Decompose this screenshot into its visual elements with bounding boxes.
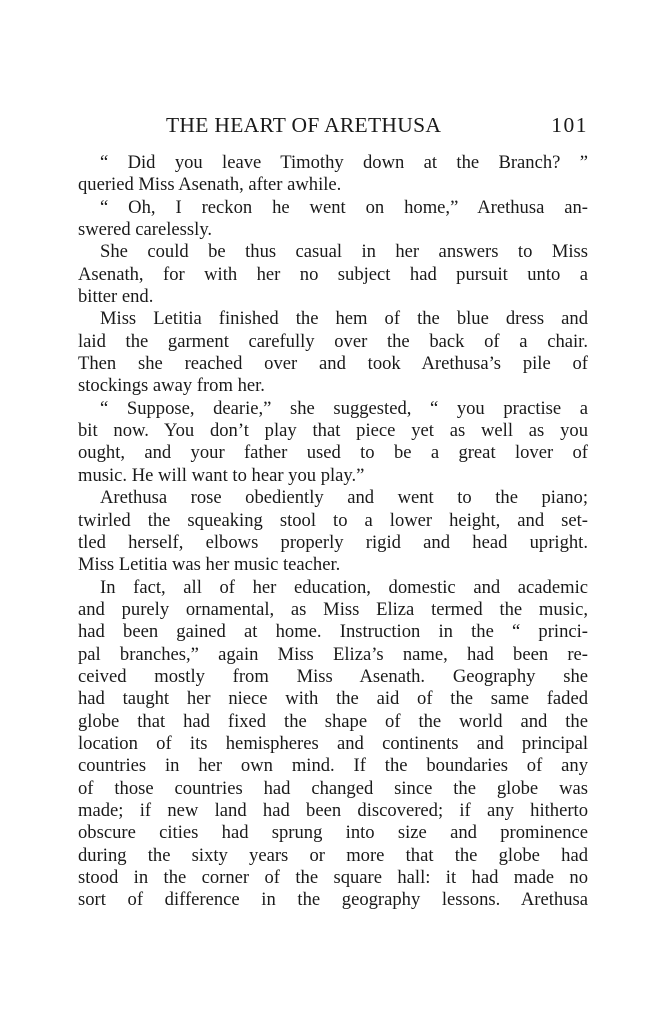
text-line: and purely ornamental, as Miss Eliza termed the music, — [78, 598, 588, 620]
text-line: had taught her niece with the aid of the same faded — [78, 688, 588, 710]
text-line: Miss Letitia was her music teacher. — [78, 554, 341, 576]
text-line: In fact, all of her education, domestic and academic — [100, 576, 588, 598]
text-line: stockings away from her. — [78, 375, 265, 397]
text-line: during the sixty years or more that the globe had — [78, 844, 588, 866]
text-line: Arethusa rose obediently and went to the piano; — [100, 487, 588, 509]
body-text — [78, 152, 588, 912]
text-line: ceived mostly from Miss Asenath. Geography she — [78, 665, 588, 687]
text-line: “ Suppose, dearie,” she suggested, “ you practise a — [100, 397, 588, 419]
text-line: pal branches,” again Miss Eliza’s name, had been re- — [78, 643, 588, 665]
text-line: Miss Letitia finished the hem of the blue dress and — [100, 308, 588, 330]
text-line: countries in her own mind. If the boundaries of any — [78, 755, 588, 777]
text-line: She could be thus casual in her answers to Miss — [100, 241, 588, 263]
text-line: twirled the squeaking stool to a lower height, and set- — [78, 509, 588, 531]
text-line: laid the garment carefully over the back of a chair. — [78, 330, 588, 352]
page-header — [78, 113, 588, 139]
page-number: 101 — [551, 113, 588, 137]
text-line: globe that had fixed the shape of the world and the — [78, 710, 588, 732]
text-line: bitter end. — [78, 286, 154, 308]
text-line: sort of difference in the geography lessons. Arethusa — [78, 889, 588, 911]
text-line: of those countries had changed since the globe was — [78, 777, 588, 799]
text-line: Then she reached over and took Arethusa’s pile of — [78, 353, 588, 375]
text-line: “ Did you leave Timothy down at the Branch? ” — [100, 152, 588, 173]
text-line: obscure cities had sprung into size and prominence — [78, 822, 588, 844]
text-line: location of its hemispheres and continents and principal — [78, 732, 588, 754]
text-line: swered carelessly. — [78, 219, 213, 241]
text-line: Asenath, for with her no subject had pursuit unto a — [78, 263, 588, 285]
text-line: ought, and your father used to be a great lover of — [78, 442, 588, 464]
text-line: tled herself, elbows properly rigid and head upright. — [78, 531, 588, 553]
text-line: stood in the corner of the square hall: it had made no — [78, 867, 588, 888]
text-line: music. He will want to hear you play.” — [78, 464, 365, 486]
text-line: made; if new land had been discovered; if any hitherto — [78, 799, 588, 821]
text-line: “ Oh, I reckon he went on home,” Arethusa an- — [100, 196, 588, 218]
text-line: bit now. You don’t play that piece yet as well as you — [78, 420, 588, 442]
running-title: THE HEART OF ARETHUSA — [166, 113, 442, 137]
text-line: had been gained at home. Instruction in the “ princi- — [78, 621, 588, 643]
text-line: queried Miss Asenath, after awhile. — [78, 174, 342, 196]
